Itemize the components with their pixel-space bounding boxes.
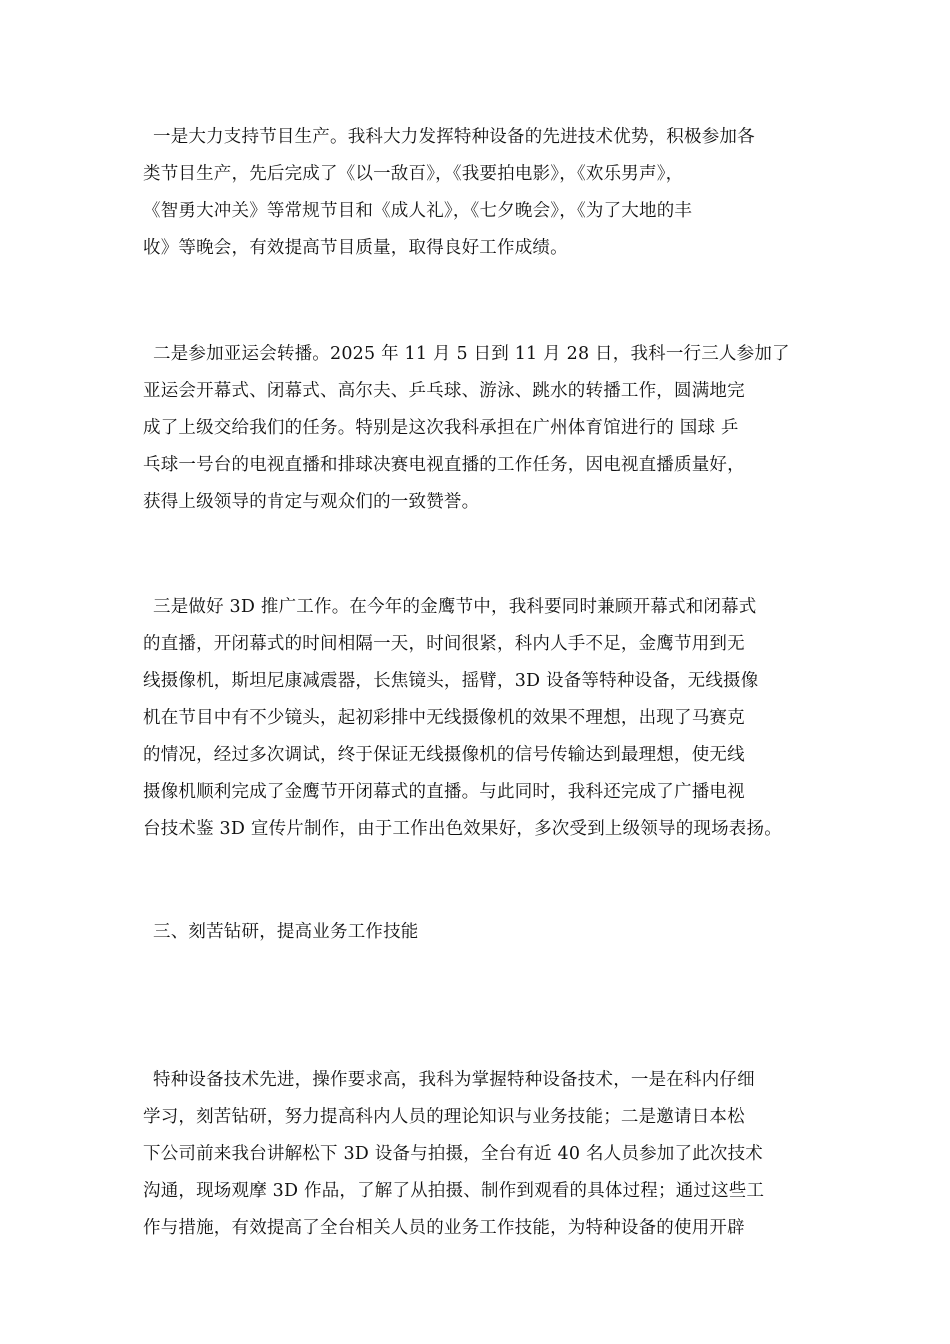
text-line: 乓球一号台的电视直播和排球决赛电视直播的工作任务，因电视直播质量好，: [143, 455, 745, 475]
text-line: 类节目生产，先后完成了《以一敌百》，《我要拍电影》，《欢乐男声》，: [143, 164, 684, 184]
text-line: 沟通，现场观摩 3D 作品，了解了从拍摄、制作到观看的具体过程；通过这些工: [143, 1181, 765, 1201]
paragraph-3d-promotion: [143, 589, 823, 848]
text-line: 特种设备技术先进，操作要求高，我科为掌握特种设备技术，一是在科内仔细: [153, 1070, 755, 1090]
text-line: 收》等晚会，有效提高节目质量，取得良好工作成绩。: [143, 238, 568, 258]
text-line: 下公司前来我台讲解松下 3D 设备与拍摄，全台有近 40 名人员参加了此次技术: [143, 1144, 763, 1164]
text-line: 线摄像机，斯坦尼康减震器，长焦镜头，摇臂，3D 设备等特种设备，无线摄像: [143, 671, 759, 691]
text-line: 机在节目中有不少镜头，起初彩排中无线摄像机的效果不理想，出现了马赛克: [143, 708, 745, 728]
text-line: 亚运会开幕式、闭幕式、高尔夫、乒乓球、游泳、跳水的转播工作，圆满地完: [143, 381, 745, 401]
text-line: 的情况，经过多次调试，终于保证无线摄像机的信号传输达到最理想，使无线: [143, 745, 745, 765]
text-line: 台技术鉴 3D 宣传片制作，由于工作出色效果好，多次受到上级领导的现场表扬。: [143, 819, 782, 839]
text-line: 三是做好 3D 推广工作。在今年的金鹰节中，我科要同时兼顾开幕式和闭幕式: [153, 597, 757, 617]
section-heading: [143, 914, 823, 951]
text-line: 一是大力支持节目生产。我科大力发挥特种设备的先进技术优势，积极参加各: [153, 127, 755, 147]
text-line: 学习，刻苦钻研，努力提高科内人员的理论知识与业务技能；二是邀请日本松: [143, 1107, 745, 1127]
paragraph-skills-training: [143, 1062, 823, 1247]
text-line: 《智勇大冲关》等常规节目和《成人礼》，《七夕晚会》，《为了大地的丰: [143, 201, 693, 221]
text-line: 成了上级交给我们的任务。特别是这次我科承担在广州体育馆进行的 国球 乒: [143, 418, 739, 438]
text-line: 二是参加亚运会转播。2025 年 11 月 5 日到 11 月 28 日，我科一行三人参加了: [153, 344, 790, 364]
heading-line: 三、刻苦钻研，提高业务工作技能: [153, 922, 419, 942]
text-line: 作与措施，有效提高了全台相关人员的业务工作技能，为特种设备的使用开辟: [143, 1218, 745, 1238]
paragraph-asian-games: [143, 336, 823, 521]
text-line: 获得上级领导的肯定与观众们的一致赞誉。: [143, 492, 480, 512]
text-line: 摄像机顺利完成了金鹰节开闭幕式的直播。与此同时，我科还完成了广播电视: [143, 782, 745, 802]
text-line: 的直播，开闭幕式的时间相隔一天，时间很紧，科内人手不足，金鹰节用到无: [143, 634, 745, 654]
paragraph-program-production: [143, 119, 823, 267]
